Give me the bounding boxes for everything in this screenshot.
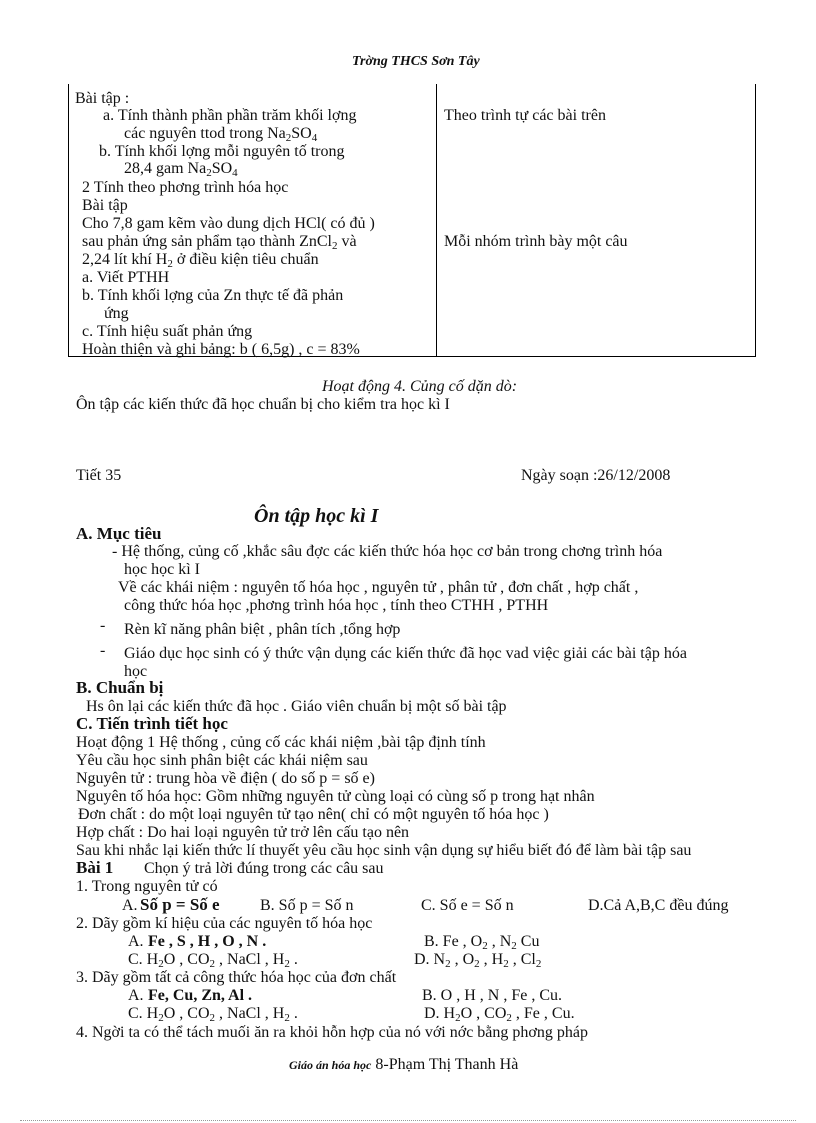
table-problem-2: sau phản ứng sản phẩm tạo thành ZnCl$_2$ và — [82, 233, 357, 252]
q3-option-d: D. $H_2O$ , $CO_2$ , Fe , Cu. — [424, 1005, 575, 1024]
q1-option-d: D.Cả A,B,C đều đúng — [588, 897, 729, 914]
table-section-2: 2 Tính theo phơng trình hóa học — [82, 179, 289, 196]
q2-option-a-label: A. — [128, 933, 144, 950]
lesson-title: Ôn tập học kì I — [254, 505, 379, 527]
table-note-1: Theo trình tự các bài trên — [444, 107, 606, 124]
activity4-text: Ôn tập các kiến thức đã học chuẩn bị cho kiểm tra học kì I — [76, 396, 450, 413]
exercise-label: Bài 1 — [76, 858, 114, 877]
section-c-line5: Đơn chất : do một loại nguyên tử tạo nên( chỉ có một nguyên tố hóa học ) — [78, 806, 549, 823]
section-c-line6: Hợp chất : Do hai loại nguyên tử trở lên cấu tạo nên — [76, 824, 410, 841]
table-question-b-2: ứng — [104, 305, 129, 322]
table-item-a-1: a. Tính thành phần phần trăm khối lợng — [103, 107, 357, 124]
section-a-dash-3: - — [100, 642, 106, 659]
table-note-2: Mỗi nhóm trình bày một câu — [444, 233, 628, 250]
q3-option-c: C. $H_2O$ , $CO_2$ , NaCl , $H_2$ . — [128, 1005, 298, 1024]
section-a-bullet1-line4: công thức hóa học ,phơng trình hóa học , tính theo CTHH , PTHH — [124, 597, 549, 614]
q2-option-b: B. Fe , $O_2$ , $N_2$ Cu — [424, 933, 540, 952]
footer-right: 8-Phạm Thị Thanh Hà — [371, 1056, 519, 1073]
table-item-b-2: 28,4 gam $Na_2SO_4$ — [124, 160, 238, 179]
section-a-bullet2: Rèn kĩ năng phân biệt , phân tích ,tổng hợp — [124, 621, 401, 638]
q1-option-a-label: A. — [122, 897, 138, 914]
question-3: 3. Dãy gồm tất cả công thức hóa học của đơn chất — [76, 969, 397, 986]
q1-option-c: C. Số e = Số n — [421, 897, 514, 914]
lesson-period: Tiết 35 — [76, 467, 122, 484]
q1-option-b: B. Số p = Số n — [260, 897, 354, 914]
section-a-bullet1-line2: học học kì I — [124, 561, 200, 578]
page-footer — [289, 1056, 518, 1074]
table-bai-tap: Bài tập — [82, 197, 128, 214]
table-title: Bài tập : — [75, 90, 130, 107]
q2-option-c: C. $H_2O$ , $CO_2$ , NaCl , $H_2$ . — [128, 951, 298, 970]
table-completion: Hoàn thiện và ghi bảng: b ( 6,5g) , c = 83% — [82, 341, 360, 358]
table-question-a: a. Viết PTHH — [82, 269, 170, 286]
exercise-instruction: Chọn ý trả lời đúng trong các câu sau — [144, 860, 384, 877]
section-a-bullet1-line1: - Hệ thống, củng cố ,khắc sâu đợc các kiến thức hóa học cơ bản trong chơng trình hóa — [112, 543, 663, 560]
section-a-bullet3-line1: Giáo dục học sinh có ý thức vận dụng các kiến thức đã học vad việc giải các bài tập hóa — [124, 645, 687, 662]
footer-left: Giáo án hóa học — [289, 1058, 372, 1072]
q3-option-b: B. O , H , N , Fe , Cu. — [422, 987, 563, 1004]
section-a-bullet1-line3: Về các khái niệm : nguyên tố hóa học , nguyên tử , phân tử , đơn chất , hợp chất , — [118, 579, 639, 596]
section-c-line4: Nguyên tố hóa học: Gồm những nguyên tử cùng loại có cùng số p trong hạt nhân — [76, 788, 595, 805]
section-c-line3: Nguyên tử : trung hòa về điện ( do số p = số e) — [76, 770, 375, 787]
table-item-a-2: các nguyên ttod trong $Na_2SO_4$ — [124, 125, 318, 144]
lesson-date: Ngày soạn :26/12/2008 — [521, 467, 671, 484]
table-item-b-1: b. Tính khối lợng mỗi nguyên tố trong — [99, 143, 345, 160]
q1-option-a: Số p = Số e — [140, 895, 220, 914]
question-1: 1. Trong nguyên tử có — [76, 878, 218, 895]
section-c-line1: Hoạt động 1 Hệ thống , củng cố các khái niệm ,bài tập định tính — [76, 734, 486, 751]
school-header: Trờng THCS Sơn Tây — [352, 54, 480, 69]
activity4-title: Hoạt động 4. Củng cố dặn dò: — [322, 378, 518, 395]
q2-option-a: Fe , S , H , O , N . — [148, 933, 267, 950]
table-column-divider — [436, 84, 437, 356]
section-c-heading: C. Tiến trình tiết học — [76, 714, 228, 733]
table-problem-3: 2,24 lít khí $H_2$ ở điều kiện tiêu chuẩn — [82, 251, 319, 270]
table-question-c: c. Tính hiệu suất phản ứng — [82, 323, 253, 340]
page-bottom-divider — [20, 1120, 796, 1121]
section-a-heading: A. Mục tiêu — [76, 524, 162, 543]
question-4: 4. Ngời ta có thể tách muối ăn ra khỏi hỗn hợp của nó với nớc bằng phơng pháp — [76, 1024, 588, 1041]
section-a-bullet3-line2: học — [124, 663, 148, 680]
section-c-line7: Sau khi nhắc lại kiến thức lí thuyết yêu cầu học sinh vận dụng sự hiểu biết đó để làm bài tập sau — [76, 842, 692, 859]
q3-option-a-label: A. — [128, 987, 144, 1004]
question-2: 2. Dãy gồm kí hiệu của các nguyên tố hóa học — [76, 915, 373, 932]
section-a-dash-2: - — [100, 617, 106, 634]
q2-option-d: D. $N_2$ , $O_2$ , $H_2$ , $Cl_2$ — [414, 951, 542, 970]
table-problem-1: Cho 7,8 gam kẽm vào dung dịch HCl( có đủ ) — [82, 215, 375, 232]
section-b-text: Hs ôn lại các kiến thức đã học . Giáo viên chuẩn bị một số bài tập — [86, 698, 507, 715]
q3-option-a: Fe, Cu, Zn, Al . — [148, 987, 253, 1004]
section-c-line2: Yêu cầu học sinh phân biệt các khái niệm sau — [76, 752, 368, 769]
section-b-heading: B. Chuẩn bị — [76, 678, 164, 697]
table-question-b-1: b. Tính khối lợng của Zn thực tế đã phản — [82, 287, 344, 304]
